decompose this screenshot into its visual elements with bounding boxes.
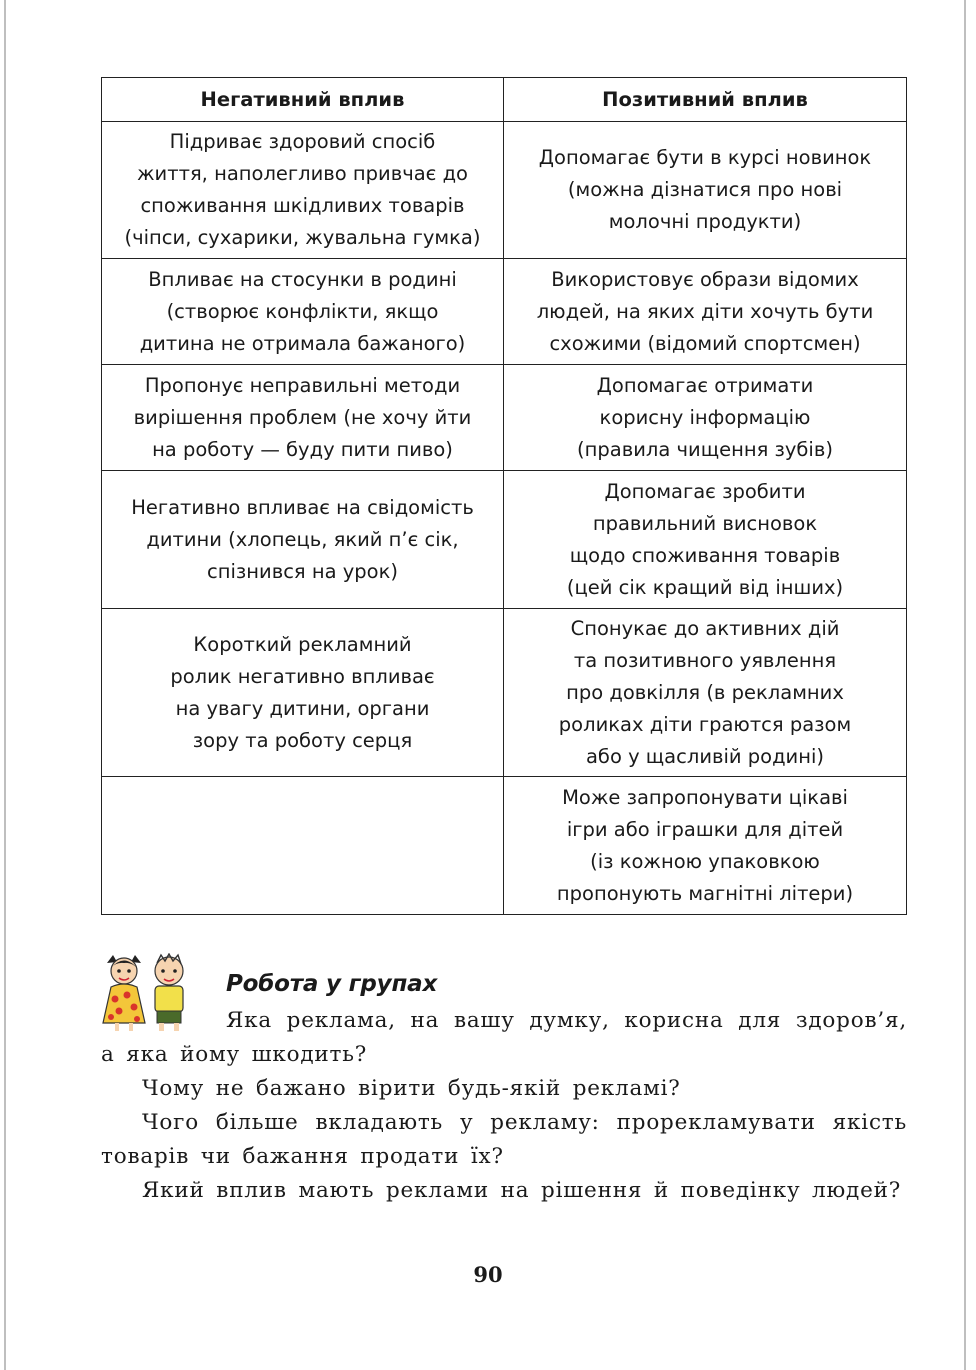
negative-cell: Короткий рекламний ролик негативно впливає на увагу дитини, органи зору та роботу серця — [102, 609, 504, 777]
influence-comparison-table — [101, 77, 907, 915]
section-title: Робота у групах — [226, 971, 438, 997]
question-3: Чого більше вкладають у рекламу: прорекламувати якість товарів чи бажання продати їх? — [101, 1110, 907, 1169]
negative-cell: Пропонує неправильні методи вирішення проблем (не хочу йти на роботу — буду пити пиво) — [102, 365, 504, 471]
table-row — [102, 777, 907, 915]
positive-cell: Використовує образи відомих людей, на яких діти хочуть бути схожими (відомий спортсмен) — [504, 259, 907, 365]
table-row — [102, 609, 907, 777]
question-2: Чому не бажано вірити будь-якій рекламі? — [142, 1076, 681, 1101]
header-positive: Позитивний вплив — [504, 78, 907, 122]
page-number: 90 — [473, 1262, 503, 1287]
header-negative: Негативний вплив — [102, 78, 504, 122]
question-4: Який вплив мають реклами на рішення й поведінку людей? — [142, 1178, 902, 1203]
negative-cell: Негативно впливає на свідомість дитини (хлопець, який п’є сік, спізнився на урок) — [102, 471, 504, 609]
positive-cell: Допомагає отримати корисну інформацію (правила чищення зубів) — [504, 365, 907, 471]
positive-cell: Може запропонувати цікаві ігри або іграшки для дітей (із кожною упаковкою пропонують магнітні літери) — [504, 777, 907, 915]
table-row — [102, 365, 907, 471]
negative-cell-empty — [102, 777, 504, 915]
table-row — [102, 471, 907, 609]
table-row — [102, 259, 907, 365]
negative-cell: Підриває здоровий спосіб життя, наполегливо привчає до споживання шкідливих товарів (чіпси, сухарики, жувальна гумка) — [102, 122, 504, 259]
negative-cell: Впливає на стосунки в родині (створює конфлікти, якщо дитина не отримала бажаного) — [102, 259, 504, 365]
positive-cell: Спонукає до активних дій та позитивного уявлення про довкілля (в рекламних роликах діти граются разом або у щасливій родині) — [504, 609, 907, 777]
positive-cell: Допомагає бути в курсі новинок (можна дізнатися про нові молочні продукти) — [504, 122, 907, 259]
table-row — [102, 122, 907, 259]
table-header-row — [102, 78, 907, 122]
question-1: Яка реклама, на вашу думку, корисна для здоров’я, а яка йому шкодить? — [101, 1008, 907, 1067]
positive-cell: Допомагає зробити правильний висновок щодо споживання товарів (цей сік кращий від інших) — [504, 471, 907, 609]
